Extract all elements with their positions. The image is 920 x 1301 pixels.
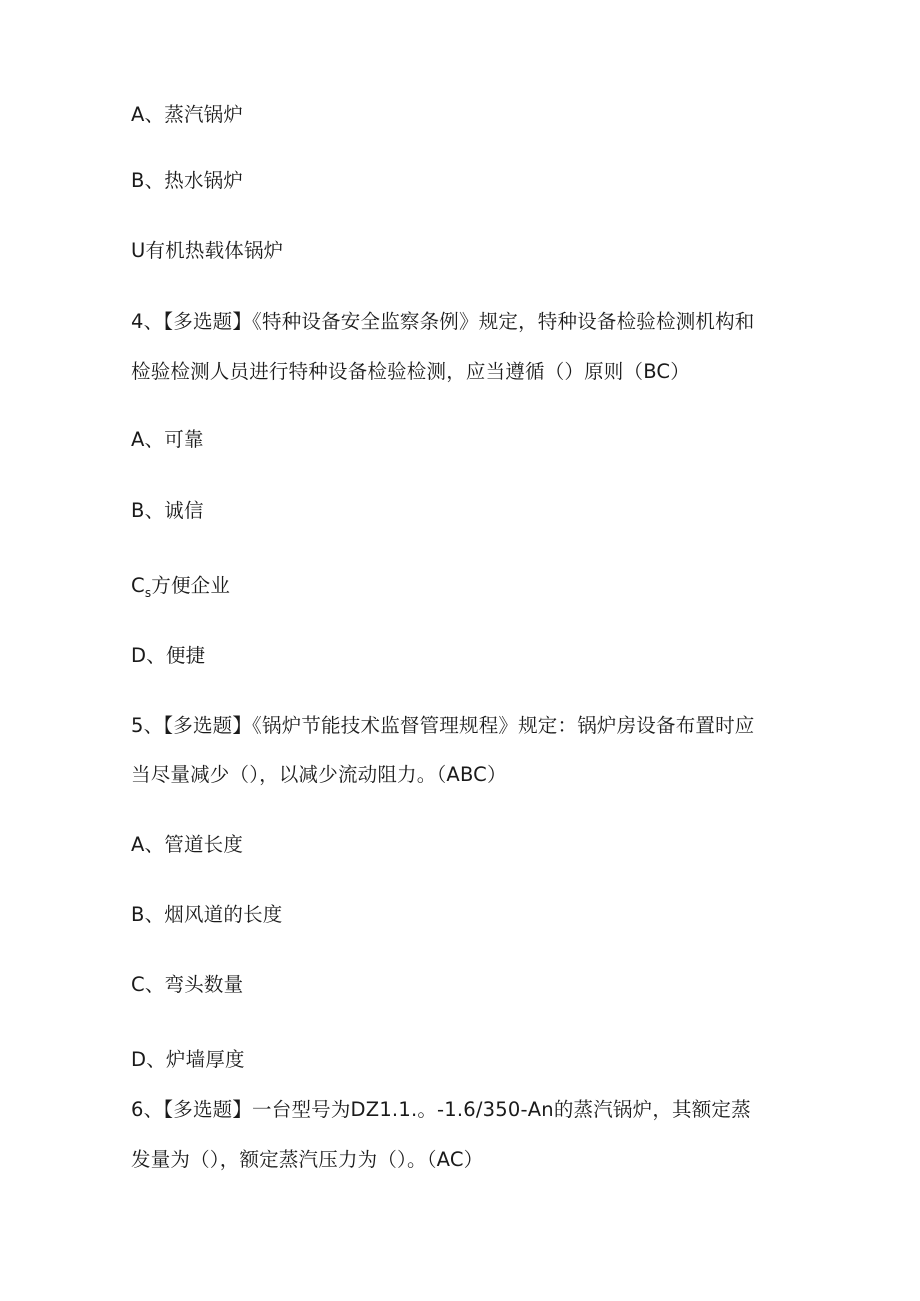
- question-6-line-1: 6、【多选题】一台型号为DZ1.1.。-1.6/350-An的蒸汽锅炉，其额定蒸: [131, 1098, 751, 1121]
- q5-option-c: C、弯头数量: [131, 973, 244, 996]
- q5-option-d: D、炉墙厚度: [131, 1048, 245, 1071]
- q4-option-c: [131, 573, 230, 601]
- question-5-line-2: 当尽量减少（），以减少流动阻力。（ABC）: [131, 763, 507, 786]
- option-b-hot-water-boiler: B、热水锅炉: [131, 169, 244, 192]
- question-6-line-2: 发量为（），额定蒸汽压力为（）。（AC）: [131, 1148, 484, 1171]
- option-a-steam-boiler: A、蒸汽锅炉: [131, 103, 244, 126]
- q4-option-c-text: 方便企业: [151, 574, 231, 597]
- question-4-line-2: 检验检测人员进行特种设备检验检测，应当遵循（）原则（BC）: [131, 360, 690, 383]
- question-4-line-1: 4、【多选题】《特种设备安全监察条例》规定，特种设备检验检测机构和: [131, 310, 755, 333]
- q4-option-d: D、便捷: [131, 644, 206, 667]
- question-5-line-1: 5、【多选题】《锅炉节能技术监督管理规程》规定：锅炉房设备布置时应: [131, 714, 755, 737]
- q4-option-b: B、诚信: [131, 499, 204, 522]
- q4-option-a: A、可靠: [131, 428, 204, 451]
- option-c-organic-heat-carrier-boiler: U有机热载体锅炉: [131, 239, 284, 262]
- q5-option-b: B、烟风道的长度: [131, 903, 283, 926]
- q4-option-c-subscript: s: [144, 586, 152, 600]
- q4-option-c-letter: C: [131, 574, 145, 597]
- q5-option-a: A、管道长度: [131, 833, 244, 856]
